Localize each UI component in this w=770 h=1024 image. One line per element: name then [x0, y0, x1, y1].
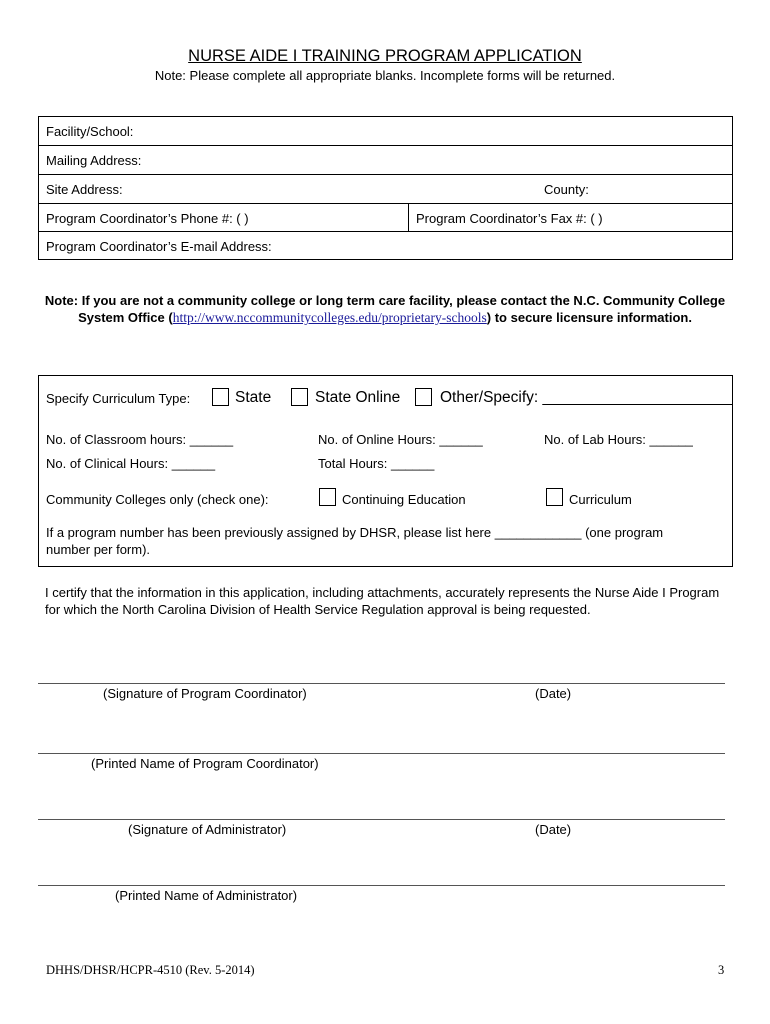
certification-statement: I certify that the information in this application, including attachments, accurately represents the Nurse Aide I Program for which the North Carolina Division of Health Service Regulation approval is being requested. — [45, 585, 720, 617]
page-number: 3 — [718, 963, 725, 977]
coordinator-email-row[interactable] — [39, 232, 732, 260]
curriculum-type-label: Specify Curriculum Type: — [46, 391, 191, 406]
state-online-checkbox[interactable] — [291, 388, 308, 406]
facility-school-row[interactable] — [39, 117, 732, 146]
page-subtitle: Note: Please complete all appropriate blanks. Incomplete forms will be returned. — [154, 68, 616, 83]
clinical-hours-field[interactable]: No. of Clinical Hours: ______ — [46, 456, 216, 471]
mailing-address-row[interactable] — [39, 146, 732, 175]
coordinator-fax-label: Program Coordinator’s Fax #: ( ) — [416, 211, 603, 226]
proprietary-schools-link[interactable]: http://www.nccommunitycolleges.edu/proprietary-schools — [172, 310, 487, 325]
site-address-label: Site Address: — [46, 182, 123, 197]
continuing-education-checkbox[interactable] — [319, 488, 336, 506]
curriculum-box — [38, 375, 733, 567]
coordinator-contact-row[interactable] — [39, 204, 732, 232]
other-specify-checkbox[interactable] — [415, 388, 432, 406]
facility-info-box — [38, 116, 733, 260]
administrator-date-label: (Date) — [535, 822, 572, 837]
state-checkbox[interactable] — [212, 388, 229, 406]
state-option-label: State — [235, 389, 272, 406]
lab-hours-field[interactable]: No. of Lab Hours: ______ — [544, 432, 693, 447]
online-hours-field[interactable]: No. of Online Hours: ______ — [318, 432, 483, 447]
administrator-signature-label: (Signature of Administrator) — [128, 822, 287, 837]
county-label: County: — [544, 182, 589, 197]
page-title: NURSE AIDE I TRAINING PROGRAM APPLICATION — [188, 47, 582, 65]
coordinator-date-label: (Date) — [535, 686, 572, 701]
other-specify-option-label[interactable]: Other/Specify: ______________________ — [440, 389, 733, 406]
classroom-hours-field[interactable]: No. of Classroom hours: ______ — [46, 432, 234, 447]
curriculum-option-label: Curriculum — [569, 492, 632, 507]
site-address-row[interactable] — [39, 175, 732, 204]
administrator-signature-line[interactable] — [38, 819, 725, 820]
row-divider — [408, 204, 409, 231]
coordinator-signature-line[interactable] — [38, 683, 725, 684]
coordinator-phone-label: Program Coordinator’s Phone #: ( ) — [46, 211, 249, 226]
form-number: DHHS/DHSR/HCPR-4510 (Rev. 5-2014) — [46, 963, 255, 977]
program-number-text-line2: number per form). — [46, 542, 151, 557]
coordinator-printed-name-label: (Printed Name of Program Coordinator) — [91, 756, 319, 771]
administrator-printed-name-label: (Printed Name of Administrator) — [115, 888, 298, 903]
state-online-option-label: State Online — [315, 389, 401, 406]
facility-school-label: Facility/School: — [46, 124, 134, 139]
program-number-text-line1[interactable]: If a program number has been previously assigned by DHSR, please list here ____________ (one program — [46, 525, 664, 540]
mailing-address-label: Mailing Address: — [46, 153, 142, 168]
total-hours-field[interactable]: Total Hours: ______ — [318, 456, 435, 471]
administrator-printed-name-line[interactable] — [38, 885, 725, 886]
coordinator-printed-name-line[interactable] — [38, 753, 725, 754]
community-colleges-label: Community Colleges only (check one): — [46, 492, 269, 507]
coordinator-email-label: Program Coordinator’s E-mail Address: — [46, 239, 272, 254]
curriculum-checkbox[interactable] — [546, 488, 563, 506]
community-college-note — [40, 292, 730, 326]
note-text-part1: Note: If you are not a community college or long term care facility, please contact the N.C. Community College System Office ( — [44, 293, 726, 325]
continuing-education-label: Continuing Education — [342, 492, 466, 507]
note-text-part2: ) to secure licensure information. — [486, 310, 692, 325]
coordinator-signature-label: (Signature of Program Coordinator) — [103, 686, 307, 701]
